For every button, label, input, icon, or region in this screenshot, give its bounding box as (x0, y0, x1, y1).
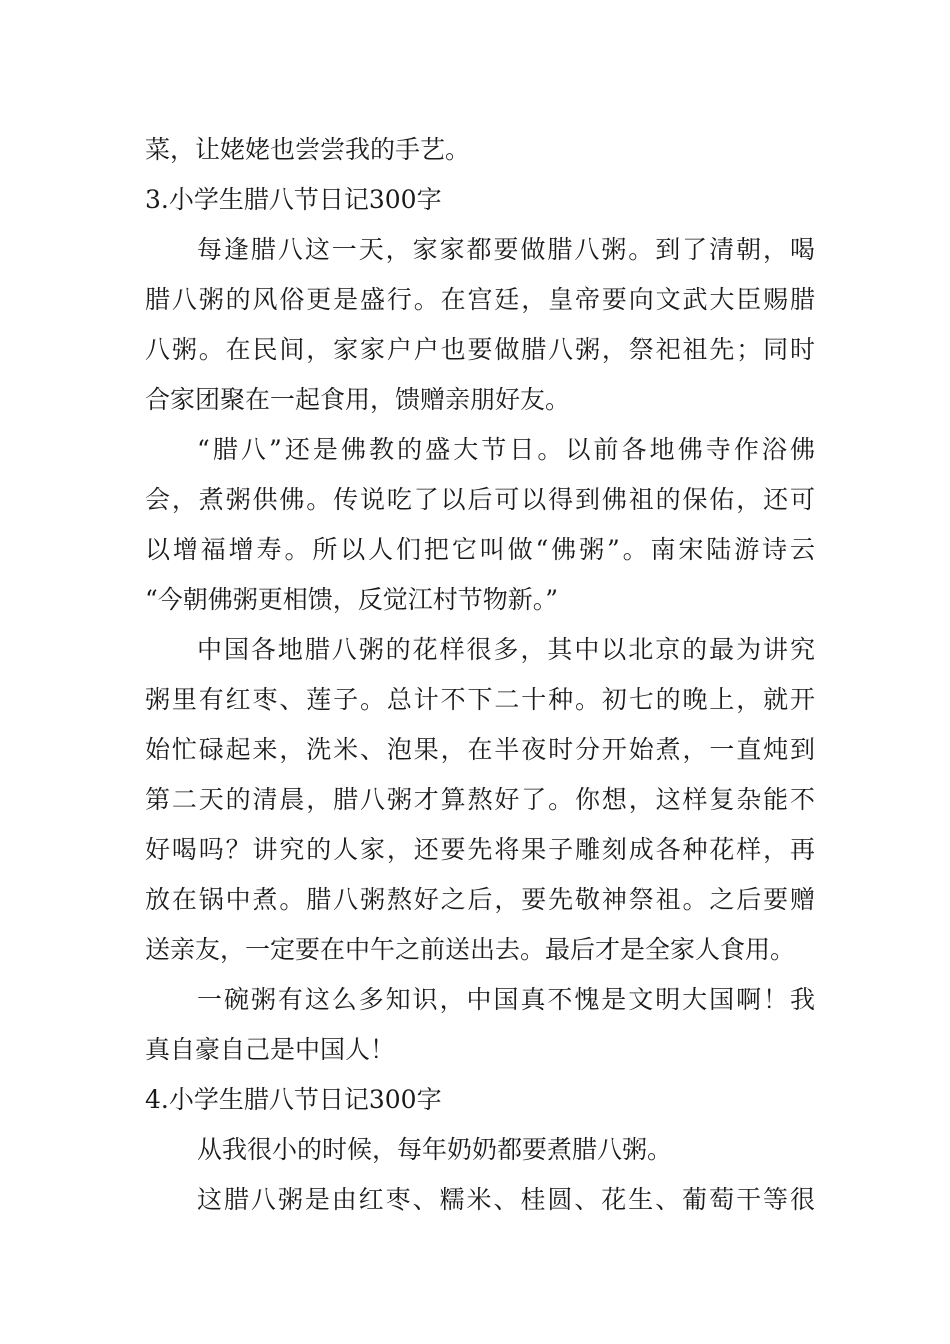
paragraph-line: 从我很小的时候，每年奶奶都要煮腊八粥。 (197, 1135, 673, 1164)
paragraph-line: 中国各地腊八粥的花样很多，其中以北京的最为讲究 (197, 635, 815, 664)
paragraph-line: 合家团聚在一起食用，馈赠亲朋好友。 (145, 385, 571, 414)
paragraph-line: “今朝佛粥更相馈，反觉江村节物新。” (145, 585, 559, 614)
section-heading: 3.小学生腊八节日记300字 (145, 185, 442, 214)
paragraph-line: 每逢腊八这一天，家家都要做腊八粥。到了清朝，喝 (197, 235, 815, 264)
paragraph-line: 真自豪自己是中国人！ (145, 1035, 396, 1064)
paragraph-line: 送亲友，一定要在中午之前送出去。最后才是全家人食用。 (145, 935, 796, 964)
section-heading: 4.小学生腊八节日记300字 (145, 1085, 442, 1114)
paragraph-line: 腊八粥的风俗更是盛行。在宫廷，皇帝要向文武大臣赐腊 (145, 285, 815, 314)
paragraph-line: 以增福增寿。所以人们把它叫做“佛粥”。南宋陆游诗云 (145, 535, 815, 564)
paragraph-line: 粥里有红枣、莲子。总计不下二十种。初七的晚上，就开 (145, 685, 815, 714)
paragraph-line: “腊八”还是佛教的盛大节日。以前各地佛寺作浴佛 (197, 435, 815, 464)
paragraph-line: 放在锅中煮。腊八粥熬好之后，要先敬神祭祖。之后要赠 (145, 885, 815, 914)
paragraph-line: 好喝吗？讲究的人家，还要先将果子雕刻成各种花样，再 (145, 835, 815, 864)
paragraph-line: 菜，让姥姥也尝尝我的手艺。 (145, 135, 471, 164)
paragraph-line: 第二天的清晨，腊八粥才算熬好了。你想，这样复杂能不 (145, 785, 815, 814)
paragraph-line: 始忙碌起来，洗米、泡果，在半夜时分开始煮，一直炖到 (145, 735, 815, 764)
paragraph-line: 这腊八粥是由红枣、糯米、桂圆、花生、葡萄干等很 (197, 1185, 815, 1214)
paragraph-line: 会，煮粥供佛。传说吃了以后可以得到佛祖的保佑，还可 (145, 485, 815, 514)
paragraph-line: 八粥。在民间，家家户户也要做腊八粥，祭祀祖先；同时 (145, 335, 815, 364)
paragraph-line: 一碗粥有这么多知识，中国真不愧是文明大国啊！我 (197, 985, 815, 1014)
